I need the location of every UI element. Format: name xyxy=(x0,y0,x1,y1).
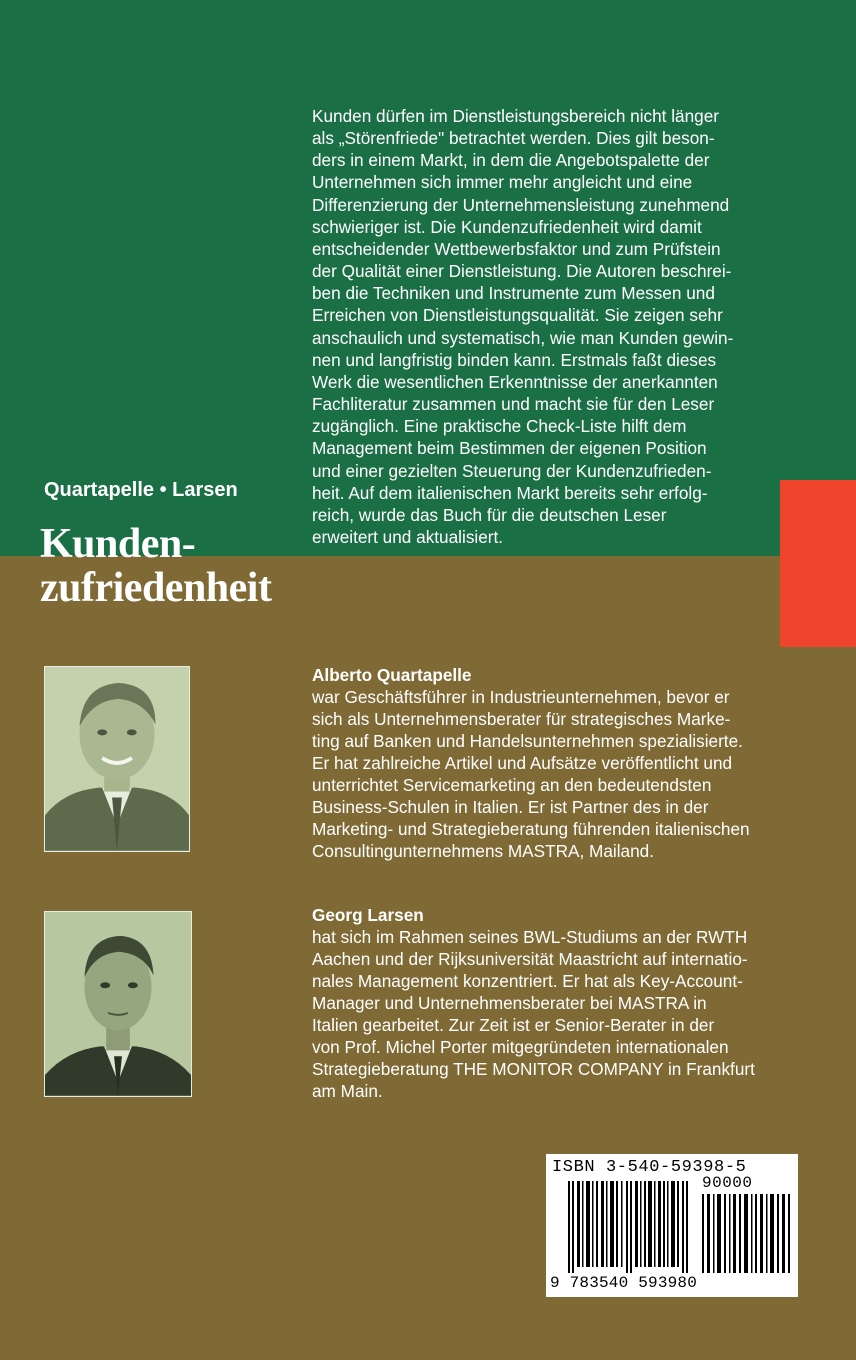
author-name: Alberto Quartapelle xyxy=(312,665,472,685)
barcode-block xyxy=(546,1154,798,1297)
title-line-1: Kunden- xyxy=(40,521,196,567)
bio-line: Strategieberatung THE MONITOR COMPANY in Frankfurt xyxy=(312,1059,755,1079)
bio-line: ting auf Banken und Handelsunternehmen spezialisierte. xyxy=(312,731,743,751)
author-name: Georg Larsen xyxy=(312,905,424,925)
blurb-line: erweitert und aktualisiert. xyxy=(312,526,504,547)
blurb-line: heit. Auf dem italienischen Markt bereits sehr erfolg- xyxy=(312,482,708,503)
bio-line: Consultingunternehmens MASTRA, Mailand. xyxy=(312,841,655,861)
bio-line: hat sich im Rahmen seines BWL-Studiums an der RWTH xyxy=(312,927,748,947)
author-names: Quartapelle • Larsen xyxy=(44,479,238,501)
isbn-number: ISBN 3-540-59398-5 xyxy=(552,1158,747,1177)
blurb-line: Fachliteratur zusammen und macht sie für den Leser xyxy=(312,394,715,415)
bio-line: nales Management konzentriert. Er hat als Key-Account- xyxy=(312,971,743,991)
bio-line: Manager und Unternehmensberater bei MASTRA in xyxy=(312,993,707,1013)
ean-number: 9 783540 593980 xyxy=(550,1274,698,1292)
title-line-2: zufriedenheit xyxy=(40,565,272,611)
blurb-line: und einer gezielten Steuerung der Kundenzufrieden- xyxy=(312,460,712,481)
bio-line: Business-Schulen in Italien. Er ist Partner des in der xyxy=(312,797,709,817)
portrait-illustration xyxy=(45,667,189,851)
blurb-line: anschaulich und systematisch, wie man Kunden gewin- xyxy=(312,327,734,348)
author-photo-quartapelle xyxy=(44,666,190,852)
bio-line: war Geschäftsführer in Industrieunternehmen, bevor er xyxy=(312,687,730,707)
ean-barcode-icon xyxy=(568,1181,692,1273)
bio-line: Marketing- und Strategieberatung führenden italienischen xyxy=(312,819,750,839)
bio-line: von Prof. Michel Porter mitgegründeten internationalen xyxy=(312,1037,729,1057)
blurb-line: schwieriger ist. Die Kundenzufriedenheit wird damit xyxy=(312,216,702,237)
addon-barcode-icon xyxy=(702,1194,792,1273)
bio-line: unterrichtet Servicemarketing an den bedeutendsten xyxy=(312,775,712,795)
red-color-tab xyxy=(780,480,856,647)
blurb-line: Werk die wesentlichen Erkenntnisse der anerkannten xyxy=(312,371,718,392)
blurb-line: Kunden dürfen im Dienstleistungsbereich nicht länger xyxy=(312,106,720,126)
bio-line: Er hat zahlreiche Artikel und Aufsätze veröffentlicht und xyxy=(312,753,733,773)
bio-line: Aachen und der Rijksuniversität Maastricht auf internatio- xyxy=(312,949,748,969)
author-bio-larsen xyxy=(312,904,755,1102)
blurb-line: Differenzierung der Unternehmensleistung zunehmend xyxy=(312,194,730,215)
book-title xyxy=(40,522,271,610)
blurb-line: Management beim Bestimmen der eigenen Position xyxy=(312,438,707,459)
blurb-line: entscheidender Wettbewerbsfaktor und zum Prüfstein xyxy=(312,238,721,259)
blurb-line: als „Störenfriede" betrachtet werden. Dies gilt beson- xyxy=(312,128,715,149)
bio-line: sich als Unternehmensberater für strategisches Marke- xyxy=(312,709,731,729)
blurb-line: der Qualität einer Dienstleistung. Die Autoren beschrei- xyxy=(312,261,732,282)
blurb-text xyxy=(312,105,782,548)
blurb-line: zugänglich. Eine praktische Check-Liste hilft dem xyxy=(312,416,687,437)
blurb-line: Erreichen von Dienstleistungsqualität. Sie zeigen sehr xyxy=(312,305,723,326)
bio-line: am Main. xyxy=(312,1081,383,1101)
blurb-line: ben die Techniken und Instrumente zum Messen und xyxy=(312,283,715,304)
price-code: 90000 xyxy=(702,1174,753,1192)
portrait-illustration xyxy=(45,912,191,1096)
blurb-line: ders in einem Markt, in dem die Angebotspalette der xyxy=(312,150,710,171)
blurb-line: nen und langfristig binden kann. Erstmals faßt dieses xyxy=(312,349,717,370)
blurb-line: reich, wurde das Buch für die deutschen Leser xyxy=(312,504,667,525)
author-bio-quartapelle xyxy=(312,664,750,862)
bio-line: Italien gearbeitet. Zur Zeit ist er Senior-Berater in der xyxy=(312,1015,715,1035)
author-photo-larsen xyxy=(44,911,192,1097)
blurb-line: Unternehmen sich immer mehr angleicht und eine xyxy=(312,172,693,193)
